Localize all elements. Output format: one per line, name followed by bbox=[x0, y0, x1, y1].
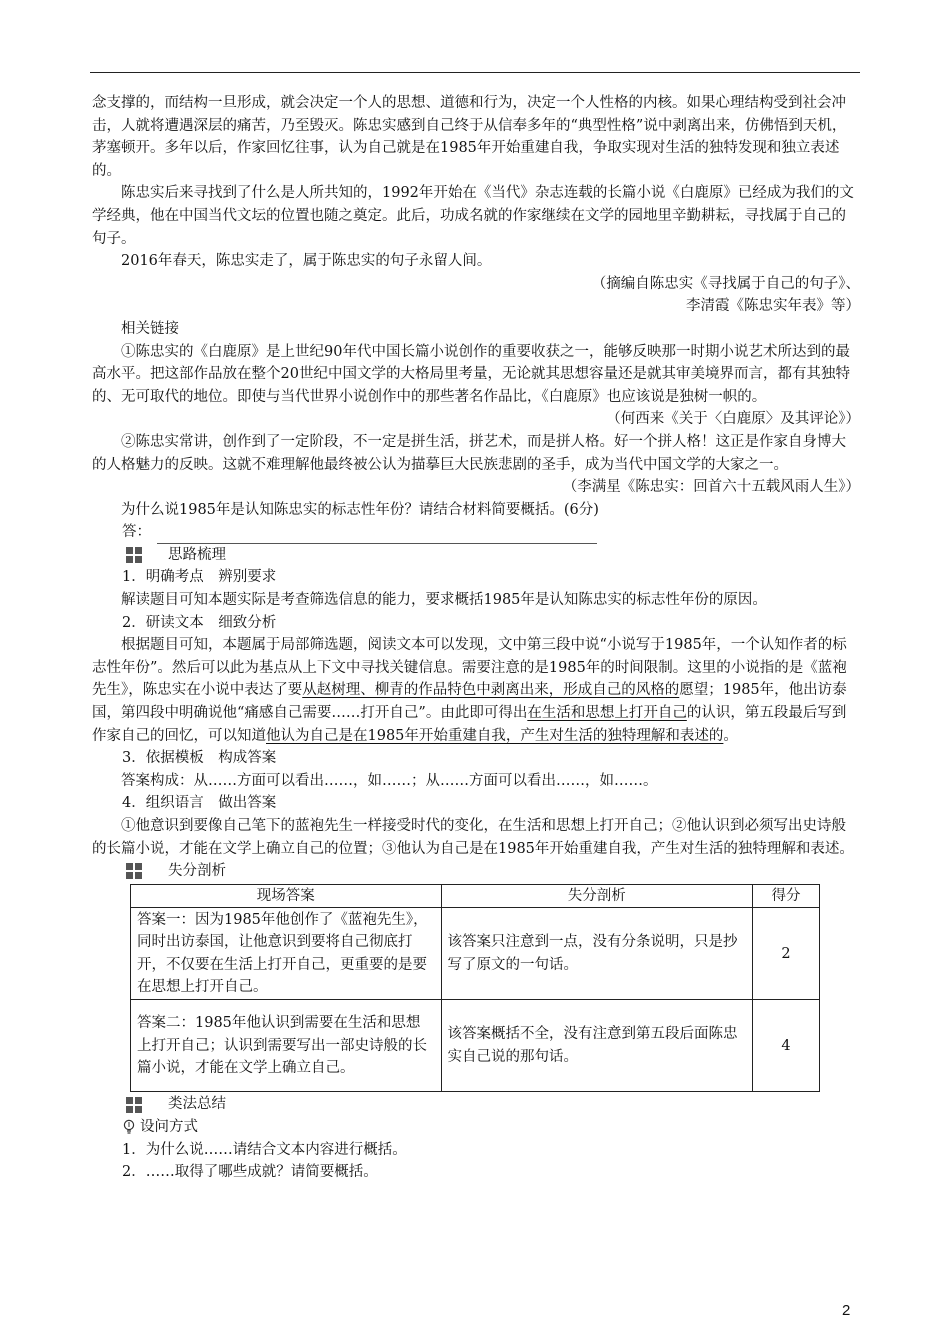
grid-square-icon bbox=[126, 1097, 142, 1113]
answer-blank[interactable] bbox=[157, 527, 597, 544]
answer-cell: 答案一：因为1985年他创作了《蓝袍先生》，同时出访泰国，让他意识到要将自己彻底打开，不仅要在生活上打开自己，更重要的是要在思想上打开自己。 bbox=[131, 908, 442, 1000]
paragraph-2: 陈忠实后来寻找到了什么是人所共知的，1992年开始在《当代》杂志连载的长篇小说《白鹿原》已经成为我们的文学经典，他在中国当代文坛的位置也随之奠定。此后，功成名就的作家继续在文学的园地里辛勤耕耘，寻找属于自己的句子。 bbox=[92, 185, 854, 247]
method-heading bbox=[92, 1116, 860, 1139]
text-run: 根据题目可知，本题属于局部筛选题，阅读文本可以发现，文中第三段中说“小说写于1985年，一个认知作者的标志性年份”。然后可以此为基点从上下文中寻找关键信息。需要注意的是1985年的时间限制。这里的小说指的是《蓝袍先生》，陈忠实在小说中表达了要 bbox=[92, 637, 847, 699]
method-item-2: 2．……取得了哪些成就？请简要概括。 bbox=[122, 1164, 378, 1181]
step-3-text: 答案构成：从……方面可以看出……，如……；从……方面可以看出……，如……。 bbox=[121, 772, 658, 789]
paragraph-1: 念支撑的，而结构一旦形成，就会决定一个人的思想、道德和行为，决定一个人性格的内核。如果心理结构受到社会冲击，人就将遭遇深层的痛苦，乃至毁灭。陈忠实感到自己终于从信奉多年的“典型性格”说中剥离出来，仿佛悟到天机，茅塞顿开。多年以后，作家回忆往事，认为自己就是在1985年开始重建自我，争取实现对生活的独特发现和独立表述的。 bbox=[92, 95, 847, 179]
main-content bbox=[92, 92, 860, 1184]
source-citation-1b: 李清霞《陈忠实年表》等） bbox=[686, 298, 860, 315]
table-row bbox=[131, 1000, 820, 1092]
method-title: 设问方式 bbox=[140, 1118, 198, 1135]
table-header: 现场答案 bbox=[131, 884, 442, 908]
analysis-cell: 该答案概括不全，没有注意到第五段后面陈忠实自己说的那句话。 bbox=[441, 1000, 753, 1092]
score-cell: 2 bbox=[753, 908, 820, 1000]
paragraph-3: 2016年春天，陈忠实走了，属于陈忠实的句子永留人间。 bbox=[121, 253, 492, 270]
grid-square-icon bbox=[126, 547, 142, 563]
section-title: 类法总结 bbox=[168, 1096, 226, 1113]
section-heading-thinking bbox=[92, 544, 860, 567]
source-citation-2: （何西来《关于〈白鹿原〉及其评论》） bbox=[606, 411, 860, 428]
answer-label: 答： bbox=[122, 524, 151, 541]
score-cell: 4 bbox=[753, 1000, 820, 1092]
table-header: 失分剖析 bbox=[441, 884, 753, 908]
section-heading-loss bbox=[92, 860, 860, 883]
related-link-1: ①陈忠实的《白鹿原》是上世纪90年代中国长篇小说创作的重要收获之一，能够反映那一时期小说艺术所达到的最高水平。把这部作品放在整个20世纪中国文学的大格局里考量，无论就其思想容量还是就其审美境界而言，都有其独特的、无可取代的地位。即使与当代世界小说创作中的那些著名作品比，《白鹿原》也应该说是独树一帜的。 bbox=[92, 343, 850, 405]
text-run: 的认识，第五段最后写到作家自己的回忆，可以知道 bbox=[92, 705, 847, 744]
header-rule bbox=[90, 72, 860, 73]
text-run: 。 bbox=[723, 727, 738, 744]
analysis-cell: 该答案只注意到一点，没有分条说明，只是抄写了原文的一句话。 bbox=[441, 908, 753, 1000]
source-citation-3: （李满星《陈忠实：回首六十五载风雨人生》） bbox=[562, 479, 860, 496]
lightbulb-icon bbox=[122, 1119, 136, 1135]
underlined-text: 从赵树理、柳青的作品特色中剥离出来，形成自己的风格的 bbox=[302, 682, 680, 699]
question-text: 为什么说1985年是认知陈忠实的标志性年份？请结合材料简要概括。(6分) bbox=[121, 501, 599, 518]
answer-line-row bbox=[92, 521, 860, 544]
underlined-text: 在生活和思想上打开自己 bbox=[527, 705, 687, 722]
table-header-row bbox=[131, 884, 820, 908]
related-links-title: 相关链接 bbox=[121, 320, 179, 337]
step-2-text bbox=[92, 634, 860, 747]
answer-cell: 答案二：1985年他认识到需要在生活和思想上打开自己；认识到需要写出一部史诗般的长篇小说，才能在文学上确立自己。 bbox=[131, 1000, 442, 1092]
grid-square-icon bbox=[126, 863, 142, 879]
section-title: 思路梳理 bbox=[168, 546, 226, 563]
page-number: 2 bbox=[842, 1302, 851, 1319]
source-citation-1a: （摘编自陈忠实《寻找属于自己的句子》、 bbox=[591, 275, 860, 292]
section-heading-summary bbox=[92, 1093, 860, 1116]
table-header: 得分 bbox=[753, 884, 820, 908]
method-item-1: 1．为什么说……请结合文本内容进行概括。 bbox=[122, 1141, 407, 1158]
text-run: 愿望；1985年，他出访泰国，第四段中明确说他“痛感自己需要……打开自己”。由此即可得出 bbox=[92, 682, 847, 722]
step-4-text: ①他意识到要像自己笔下的蓝袍先生一样接受时代的变化，在生活和思想上打开自己；②他认识到必须写出史诗般的长篇小说，才能在文学上确立自己的位置；③他认为自己是在1985年开始重建自我，产生对生活的独特理解和表述。 bbox=[92, 818, 854, 857]
table-row bbox=[131, 908, 820, 1000]
step-1-heading: 1．明确考点 辨别要求 bbox=[122, 569, 277, 586]
step-4-heading: 4．组织语言 做出答案 bbox=[122, 795, 277, 812]
step-1-text: 解读题目可知本题实际是考查筛选信息的能力，要求概括1985年是认知陈忠实的标志性年份的原因。 bbox=[121, 592, 767, 609]
score-analysis-table bbox=[130, 884, 820, 1093]
step-2-heading: 2．研读文本 细致分析 bbox=[122, 614, 277, 631]
underlined-text: 他认为自己是在1985年开始重建自我，产生对生活的独特理解和表述的 bbox=[266, 727, 724, 744]
section-title: 失分剖析 bbox=[168, 863, 226, 880]
step-3-heading: 3．依据模板 构成答案 bbox=[122, 750, 277, 767]
related-link-2: ②陈忠实常讲，创作到了一定阶段，不一定是拼生活，拼艺术，而是拼人格。好一个拼人格！这正是作家自身博大的人格魅力的反映。这就不难理解他最终被公认为描摹巨大民族悲剧的圣手，成为当代中国文学的大家之一。 bbox=[92, 433, 846, 473]
